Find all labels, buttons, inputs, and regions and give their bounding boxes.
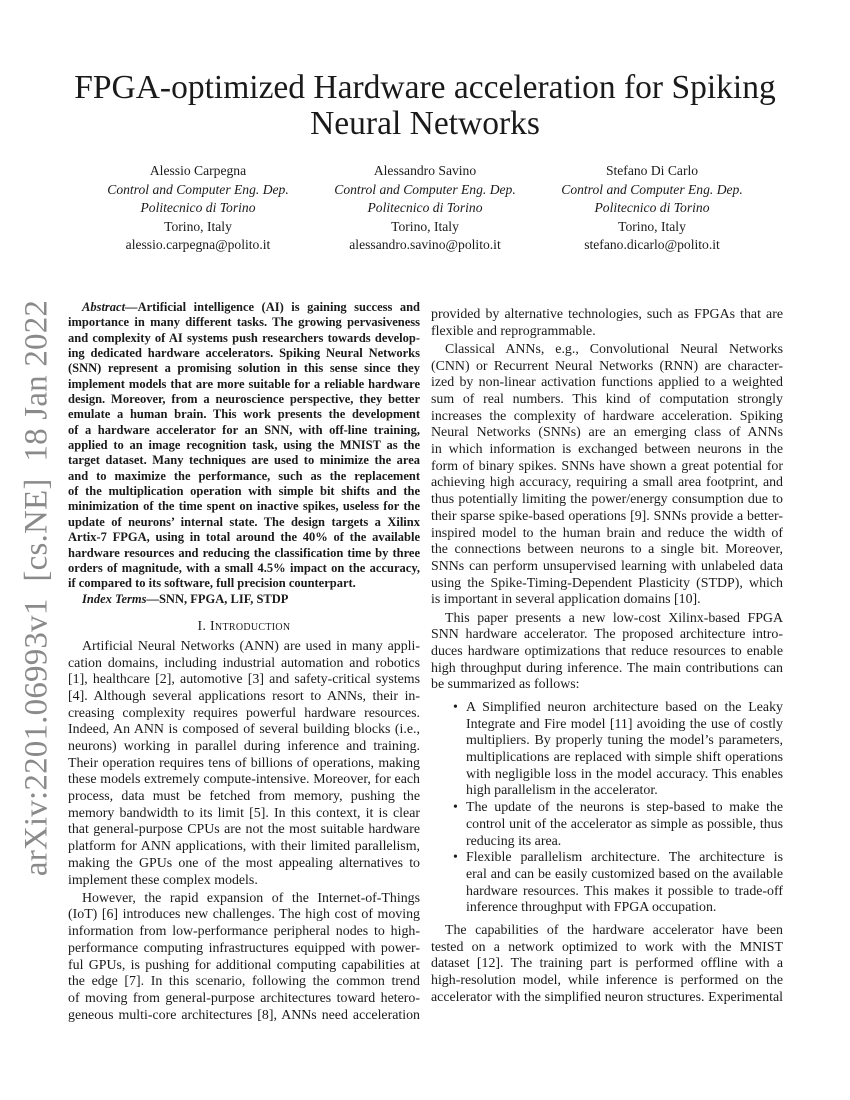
text-line: process, data must be fetched from memory, pushing the bbox=[68, 789, 420, 805]
abstract-line: (SNN) represent a promising solution in this sense since they bbox=[68, 361, 420, 376]
text-line: Neural Networks (SNNs) are an emerging class of ANNs bbox=[431, 425, 783, 441]
final-paragraph bbox=[431, 923, 783, 1006]
author-loc: Torino, Italy bbox=[391, 218, 459, 234]
text-line: SNN hardware accelerator. The proposed architecture intro- bbox=[431, 627, 783, 643]
text-line: hardware resources. This makes it possible to trade-off bbox=[466, 883, 783, 899]
author-loc: Torino, Italy bbox=[618, 218, 686, 234]
text-line: • Flexible parallelism architecture. The architecture is bbox=[466, 850, 783, 866]
abstract-line: target dataset. Many techniques are used to minimize the area bbox=[68, 453, 420, 468]
text-line: ized by non-linear activation functions applied to a weighted bbox=[431, 375, 783, 391]
right-column-body bbox=[431, 307, 783, 694]
abstract-line: if compared to its software, full precision counterpart. bbox=[68, 576, 356, 591]
text-line: Indeed, An ANN is composed of several building blocks (i.e., bbox=[68, 722, 420, 738]
text-line: creasing complexity requires powerful hardware resources. bbox=[68, 705, 420, 721]
index-terms-label: Index Terms— bbox=[82, 591, 159, 606]
abstract-line: and to maximize the performance, such as the replacement bbox=[68, 468, 420, 483]
text-line: inspired model to the human brain and reduce the width of bbox=[431, 525, 783, 541]
text-line: these models extremely compute-intensive. Moreover, for each bbox=[68, 772, 420, 788]
text-line: Their operation requires tens of billions of operations, making bbox=[68, 755, 420, 771]
left-column bbox=[68, 300, 420, 1026]
author-inst: Politecnico di Torino bbox=[140, 200, 256, 216]
text-line: cation domains, including industrial automation and robotics bbox=[68, 655, 420, 671]
text-line: provided by alternative technologies, such as FPGAs that are bbox=[431, 307, 783, 322]
text-line: their sparse spike-based operations [9]. SNNs provide a better- bbox=[431, 508, 783, 524]
author-name: Alessio Carpegna bbox=[149, 163, 247, 178]
abstract-text: Artificial intelligence (AI) is gaining success and bbox=[137, 300, 420, 314]
text-line: increases the complexity of hardware acceleration. Spiking bbox=[431, 408, 783, 424]
text-line: in which information is exchanged between neurons in the bbox=[431, 442, 783, 458]
contribution-item bbox=[431, 850, 783, 917]
paragraph bbox=[431, 307, 783, 340]
author-dept: Control and Computer Eng. Dep. bbox=[561, 181, 743, 197]
text-line: high parallelism in the accelerator. bbox=[466, 783, 658, 799]
text-line: performance computing infrastructures equipped with power- bbox=[68, 940, 420, 956]
abstract-line: and complexity of AI systems push researchers towards develop- bbox=[68, 330, 420, 345]
title-line: FPGA-optimized Hardware acceleration for Spiking bbox=[74, 69, 776, 106]
author-dept: Control and Computer Eng. Dep. bbox=[107, 181, 289, 197]
text-line: dataset [12]. The training part is performed offline with a bbox=[431, 956, 783, 972]
text-line: thus potentially limiting the power/energy consumption due to bbox=[431, 492, 783, 508]
contribution-item bbox=[431, 700, 783, 800]
author-0 bbox=[78, 162, 318, 255]
paragraph bbox=[431, 342, 783, 609]
text-line: Integrate and Fire model [11] avoiding the use of costly bbox=[466, 716, 783, 732]
text-line: However, the rapid expansion of the Internet-of-Things bbox=[82, 890, 420, 906]
text-line: with negligible loss in the model accuracy. This enables bbox=[466, 766, 783, 782]
paper-title bbox=[0, 70, 850, 142]
paragraph bbox=[68, 639, 420, 889]
text-line: • The update of the neurons is step-based to make the bbox=[466, 800, 783, 816]
text-line: neurons) working in parallel during inference and training. bbox=[68, 739, 420, 754]
abstract-line: implement models that are more suitable for a reliable hardware bbox=[68, 376, 420, 391]
text-line: inference throughput with FPGA occupation. bbox=[466, 900, 717, 916]
abstract-line: Artix-7 FPGA, using in total around the 40% of the available bbox=[68, 530, 420, 545]
text-line: high throughput during inference. The main contributions can bbox=[431, 660, 783, 676]
index-terms: SNN, FPGA, LIF, STDP bbox=[158, 591, 289, 606]
text-line: geneous multi-core architectures [8], ANNs need acceleration bbox=[68, 1007, 420, 1023]
text-line: memory bandwidth to its limit [5]. In this context, it is clear bbox=[68, 805, 420, 821]
text-line: tested on a network optimized to work with the MNIST bbox=[431, 939, 783, 955]
text-line: multipliers. By properly tuning the model’s parameters, bbox=[466, 733, 783, 749]
text-line: the connections between neurons to a single bit. Moreover, bbox=[431, 542, 783, 558]
index-terms-line bbox=[68, 592, 420, 607]
arxiv-identifier-stamp: arXiv:2201.06993v1 [cs.NE] 18 Jan 2022 bbox=[18, 299, 55, 877]
text-line: using the Spike-Timing-Dependent Plasticity (STDP), which bbox=[431, 575, 783, 591]
abstract-line: applied to an image recognition task, using the MNIST as the bbox=[68, 438, 420, 453]
text-line: be summarized as follows: bbox=[431, 677, 580, 693]
text-line: making the GPUs one of the most appealing alternatives to bbox=[68, 855, 420, 871]
text-line: control unit of the accelerator as simple as possible, thus bbox=[466, 816, 783, 832]
text-line: form of binary spikes. SNNs have shown a great potential for bbox=[431, 458, 783, 474]
abstract-line: orders of magnitude, with a small 4.5% impact on the accuracy, bbox=[68, 560, 420, 575]
text-line: eral and can be easily customized based on the available bbox=[466, 866, 783, 882]
abstract-line: hardware resources and reducing the classification time by three bbox=[68, 545, 420, 560]
text-line: flexible and reprogrammable. bbox=[431, 323, 596, 339]
text-line: duces hardware optimizations that reduce resources to enable bbox=[431, 643, 783, 659]
abstract-line: update of neurons’ internal state. The design targets a Xilinx bbox=[68, 514, 420, 529]
abstract-line: ing dedicated hardware accelerators. Spiking Neural Networks bbox=[68, 346, 420, 361]
text-line: platform for ANN applications, with their limited parallelism, bbox=[68, 839, 420, 855]
text-line: multiplications are replaced with simple shift operations bbox=[466, 750, 783, 766]
text-line: (IoT) [6] introduces new challenges. The high cost of moving bbox=[68, 907, 420, 923]
text-line: Artificial Neural Networks (ANN) are used in many appli- bbox=[82, 638, 420, 654]
text-line: • A Simplified neuron architecture based on the Leaky bbox=[466, 700, 783, 715]
paragraph bbox=[431, 611, 783, 694]
abstract-line: importance in many different tasks. The growing pervasiveness bbox=[68, 315, 420, 330]
text-line: of moving from general-purpose architectures toward hetero- bbox=[68, 990, 420, 1006]
text-line: sum of real numbers. This kind of computation strongly bbox=[431, 392, 783, 408]
author-dept: Control and Computer Eng. Dep. bbox=[334, 181, 516, 197]
author-email: alessio.carpegna@polito.it bbox=[125, 237, 271, 253]
text-line: achieving high accuracy, requiring a small area footprint, and bbox=[431, 475, 783, 491]
abstract-line: of the multiplication operation with simple bit shifts and the bbox=[68, 484, 420, 499]
abstract-label: Abstract— bbox=[82, 300, 138, 314]
abstract-line: of a hardware accelerator for an SNN, with off-line training, bbox=[68, 422, 420, 437]
author-inst: Politecnico di Torino bbox=[367, 200, 483, 216]
text-line: high-resolution model, while inference is performed on the bbox=[431, 973, 783, 988]
text-line: the edge [7]. In this scenario, following the common trend bbox=[68, 974, 420, 990]
title-line: Neural Networks bbox=[310, 105, 540, 142]
right-column bbox=[431, 307, 783, 1006]
text-line: This paper presents a new low-cost Xilinx-based FPGA bbox=[445, 610, 783, 626]
text-line: (CNN) or Recurrent Neural Networks (RNN) are character- bbox=[431, 358, 783, 374]
author-loc: Torino, Italy bbox=[164, 218, 232, 234]
contributions-list bbox=[431, 700, 783, 917]
text-line: that general-purpose CPUs are not the most suitable hardware bbox=[68, 822, 420, 838]
paragraph bbox=[68, 891, 420, 1025]
author-name: Stefano Di Carlo bbox=[605, 163, 699, 178]
author-email: alessandro.savino@polito.it bbox=[349, 237, 501, 253]
author-2 bbox=[532, 162, 772, 255]
text-line: accelerator with the simplified neuron structures. Experimental bbox=[431, 989, 783, 1005]
text-line: is important in several application domains [10]. bbox=[431, 592, 701, 608]
text-line: The capabilities of the hardware accelerator have been bbox=[445, 922, 783, 938]
text-line: ful GPUs, is pushing for additional computing capabilities at bbox=[68, 957, 420, 973]
abstract-line: minimization of the time spent on inactive spikes, useless for the bbox=[68, 499, 420, 514]
text-line: implement these complex models. bbox=[68, 872, 258, 888]
text-line: [4]. Although several applications resort to ANNs, their in- bbox=[68, 688, 420, 704]
text-line: SNNs can perform unsupervised learning with unlabeled data bbox=[431, 558, 783, 574]
abstract bbox=[68, 300, 420, 607]
author-1 bbox=[305, 162, 545, 255]
text-line: [1], healthcare [2], automotive [3] and safety-critical systems bbox=[68, 672, 420, 688]
abstract-line: emulate a human brain. This work presents the development bbox=[68, 407, 420, 422]
abstract-line bbox=[68, 300, 420, 315]
author-name: Alessandro Savino bbox=[373, 163, 477, 178]
text-line: reducing its area. bbox=[466, 833, 562, 849]
abstract-line: design. Moreover, from a neuroscience perspective, they better bbox=[68, 392, 420, 407]
author-inst: Politecnico di Torino bbox=[594, 200, 710, 216]
section-heading-introduction: I. Introduction bbox=[197, 618, 291, 634]
text-line: Classical ANNs, e.g., Convolutional Neural Networks bbox=[445, 341, 783, 357]
text-line: information from low-performance peripheral nodes to high- bbox=[68, 924, 420, 940]
introduction-body bbox=[68, 639, 420, 1024]
contribution-item bbox=[431, 800, 783, 850]
author-email: stefano.dicarlo@polito.it bbox=[584, 237, 720, 253]
